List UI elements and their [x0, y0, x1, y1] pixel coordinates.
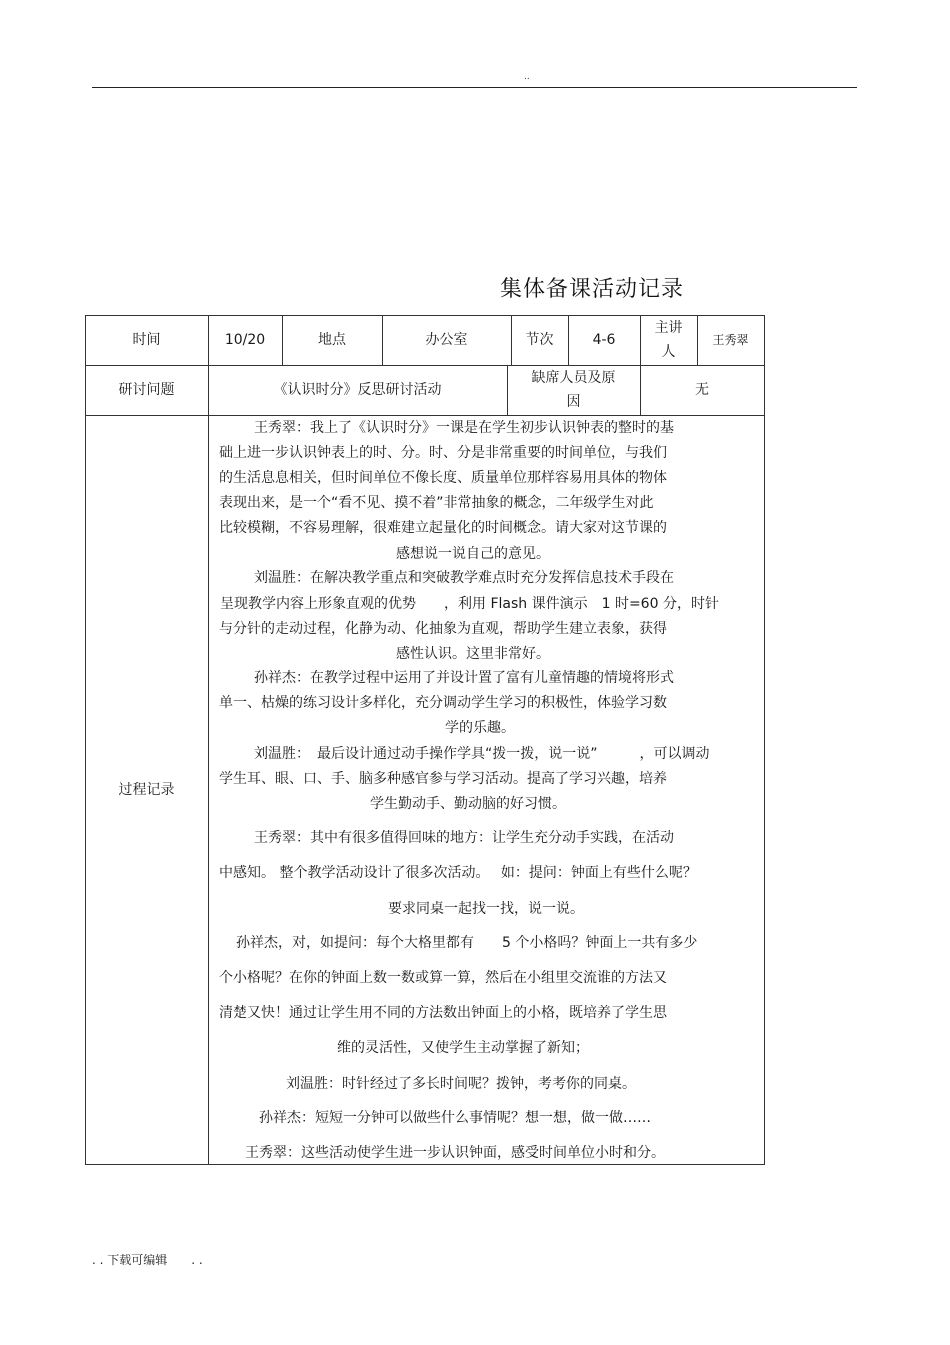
process-line: 学生勤动手、勤动脑的好习惯。	[370, 796, 566, 812]
header-rule	[92, 87, 857, 88]
process-line: 学生耳、眼、口、手、脑多种感官参与学习活动。提高了学习兴趣，培养	[219, 771, 667, 787]
process-line: 的生活息息相关，但时间单位不像长度、质量单位那样容易用具体的物体	[219, 470, 667, 486]
process-line: 刘温胜： 最后设计通过动手操作学具“拨一拨，说一说” ，可以调动	[254, 746, 710, 762]
process-line: 孙祥杰：短短一分钟可以做些什么事情呢？想一想，做一做……	[259, 1110, 651, 1126]
absent-value: 无	[695, 382, 709, 398]
process-line: 王秀翠：我上了《认识时分》一课是在学生初步认识钟表的整时的基	[254, 420, 674, 436]
process-label: 过程记录	[118, 781, 175, 798]
process-line: 学的乐趣。	[445, 720, 515, 736]
absent-label	[507, 365, 640, 415]
process-line: 刘温胜：时针经过了多长时间呢？拨钟，考考你的同桌。	[286, 1076, 636, 1092]
topic-value: 《认识时分》反思研讨活动	[273, 382, 442, 398]
process-line: 维的灵活性，又使学生主动掌握了新知；	[337, 1040, 589, 1056]
process-line: 王秀翠：其中有很多值得回味的地方：让学生充分动手实践，在活动	[254, 830, 674, 846]
place-label: 地点	[318, 332, 346, 348]
period-value: 4-6	[592, 332, 616, 348]
table-border-right	[764, 315, 765, 1165]
table-col-divider	[208, 315, 209, 1165]
process-line: 清楚又快！通过让学生用不同的方法数出钟面上的小格，既培养了学生思	[219, 1005, 667, 1021]
process-line: 王秀翠：这些活动使学生进一步认识钟面，感受时间单位小时和分。	[245, 1145, 665, 1161]
process-line: 呈现教学内容上形象直观的优势 ，利用 Flash 课件演示 1 时=60 分，时针	[220, 596, 719, 612]
speaker-value: 王秀翠	[712, 333, 749, 347]
process-line: 表现出来，是一个“看不见、摸不着”非常抽象的概念，二年级学生对此	[219, 495, 654, 511]
header-mark: ..	[524, 72, 530, 82]
speaker-label-line-2: 人	[661, 344, 676, 360]
absent-label-line-2: 因	[566, 394, 581, 410]
process-line: 孙祥杰，对，如提问：每个大格里都有 5 个小格吗？钟面上一共有多少	[236, 935, 698, 951]
process-line: 感性认识。这里非常好。	[396, 646, 550, 662]
table-border-bottom	[85, 1164, 765, 1165]
process-line: 孙祥杰：在教学过程中运用了并设计置了富有儿童情趣的情境将形式	[254, 670, 674, 686]
place-value: 办公室	[425, 332, 468, 348]
process-line: 中感知。 整个教学活动设计了很多次活动。 如：提问：钟面上有些什么呢？	[219, 865, 697, 881]
footer-note: . . 下载可编辑 . .	[92, 1253, 203, 1267]
speaker-label	[640, 315, 697, 365]
period-label: 节次	[525, 332, 554, 348]
time-value: 10/20	[224, 332, 266, 348]
process-line: 比较模糊，不容易理解，很难建立起量化的时间概念。请大家对这节课的	[219, 520, 667, 536]
time-label: 时间	[132, 332, 161, 348]
process-line: 要求同桌一起找一找，说一说。	[388, 901, 584, 917]
process-line: 与分针的走动过程，化静为动、化抽象为直观，帮助学生建立表象，获得	[219, 621, 667, 637]
process-line: 刘温胜：在解决教学重点和突破教学难点时充分发挥信息技术手段在	[254, 570, 674, 586]
process-line: 础上进一步认识钟表上的时、分。时、分是非常重要的时间单位，与我们	[219, 445, 667, 461]
process-line: 个小格呢？在你的钟面上数一数或算一算，然后在小组里交流谁的方法又	[219, 970, 667, 986]
speaker-label-line-1: 主讲	[654, 320, 683, 336]
absent-label-line-1: 缺席人员及原	[531, 370, 616, 386]
process-line: 单一、枯燥的练习设计多样化，充分调动学生学习的积极性，体验学习数	[219, 695, 667, 711]
page-title: 集体备课活动记录	[500, 277, 685, 302]
topic-label: 研讨问题	[118, 382, 175, 398]
process-line: 感想说一说自己的意见。	[396, 546, 550, 562]
